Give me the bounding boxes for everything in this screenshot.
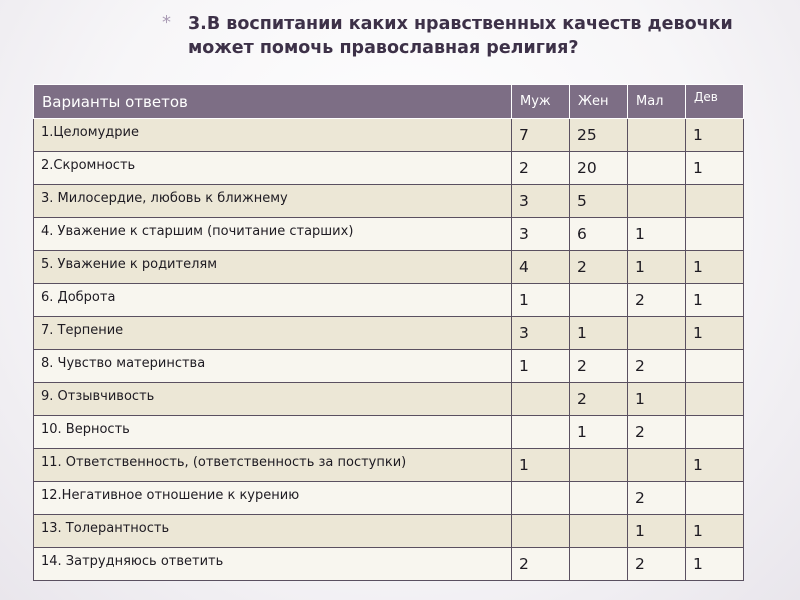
men-count-cell: 3: [512, 218, 570, 251]
boys-count-cell: 1: [628, 515, 686, 548]
answer-option-label: 11. Ответственность, (ответственность за поступки): [34, 449, 512, 482]
answer-option-label: 12.Негативное отношение к курению: [34, 482, 512, 515]
answer-option-label: 4. Уважение к старшим (почитание старших): [34, 218, 512, 251]
boys-count-cell: 2: [628, 350, 686, 383]
answer-option-label: 2.Скромность: [34, 152, 512, 185]
women-count-cell: 20: [570, 152, 628, 185]
men-count-cell: 7: [512, 119, 570, 152]
answer-option-label: 7. Терпение: [34, 317, 512, 350]
table-row: [34, 482, 744, 515]
boys-count-cell: 2: [628, 482, 686, 515]
men-count-cell: 3: [512, 185, 570, 218]
slide-title: [188, 12, 772, 60]
girls-count-cell: 1: [686, 119, 744, 152]
boys-count-cell: 2: [628, 548, 686, 581]
girls-count-cell: 1: [686, 515, 744, 548]
women-count-cell: 1: [570, 416, 628, 449]
answer-option-label: 5. Уважение к родителям: [34, 251, 512, 284]
girls-count-cell: 1: [686, 251, 744, 284]
answer-option-label: 8. Чувство материнства: [34, 350, 512, 383]
women-count-cell: [570, 284, 628, 317]
boys-count-cell: 1: [628, 218, 686, 251]
table-row: [34, 416, 744, 449]
table-row: [34, 218, 744, 251]
results-table: [33, 84, 744, 581]
girls-count-cell: [686, 383, 744, 416]
boys-count-cell: [628, 185, 686, 218]
men-count-cell: [512, 482, 570, 515]
girls-count-cell: 1: [686, 152, 744, 185]
table-row: [34, 284, 744, 317]
table-row: [34, 548, 744, 581]
boys-count-cell: 1: [628, 383, 686, 416]
women-count-cell: 25: [570, 119, 628, 152]
girls-count-cell: 1: [686, 284, 744, 317]
answer-option-label: 1.Целомудрие: [34, 119, 512, 152]
table-row: [34, 119, 744, 152]
table-header-row: [34, 85, 744, 119]
header-men: Муж: [512, 85, 570, 119]
slide-title-line-2: может помочь православная религия?: [188, 38, 579, 58]
girls-count-cell: 1: [686, 449, 744, 482]
boys-count-cell: [628, 449, 686, 482]
women-count-cell: [570, 482, 628, 515]
girls-count-cell: [686, 416, 744, 449]
women-count-cell: 6: [570, 218, 628, 251]
header-boys: Мал: [628, 85, 686, 119]
header-women: Жен: [570, 85, 628, 119]
men-count-cell: 1: [512, 350, 570, 383]
women-count-cell: [570, 449, 628, 482]
table-row: [34, 515, 744, 548]
men-count-cell: 2: [512, 152, 570, 185]
boys-count-cell: [628, 119, 686, 152]
girls-count-cell: [686, 218, 744, 251]
answer-option-label: 3. Милосердие, любовь к ближнему: [34, 185, 512, 218]
table-row: [34, 449, 744, 482]
women-count-cell: 1: [570, 317, 628, 350]
answer-option-label: 9. Отзывчивость: [34, 383, 512, 416]
men-count-cell: 1: [512, 284, 570, 317]
bullet-icon: *: [162, 12, 171, 33]
men-count-cell: 4: [512, 251, 570, 284]
women-count-cell: 5: [570, 185, 628, 218]
answer-option-label: 6. Доброта: [34, 284, 512, 317]
women-count-cell: 2: [570, 251, 628, 284]
girls-count-cell: [686, 350, 744, 383]
slide-title-line-1: 3.В воспитании каких нравственных качеств девочки: [188, 14, 733, 34]
women-count-cell: 2: [570, 383, 628, 416]
table-body: [34, 119, 744, 581]
answer-option-label: 10. Верность: [34, 416, 512, 449]
men-count-cell: [512, 515, 570, 548]
slide-title-block: [162, 12, 772, 60]
boys-count-cell: [628, 152, 686, 185]
answer-option-label: 14. Затрудняюсь ответить: [34, 548, 512, 581]
table-row: [34, 185, 744, 218]
table-row: [34, 251, 744, 284]
boys-count-cell: 1: [628, 251, 686, 284]
boys-count-cell: [628, 317, 686, 350]
girls-count-cell: [686, 482, 744, 515]
table-row: [34, 383, 744, 416]
header-girls: Дев: [686, 85, 744, 119]
answer-option-label: 13. Толерантность: [34, 515, 512, 548]
table-row: [34, 152, 744, 185]
girls-count-cell: 1: [686, 317, 744, 350]
boys-count-cell: 2: [628, 416, 686, 449]
women-count-cell: [570, 548, 628, 581]
boys-count-cell: 2: [628, 284, 686, 317]
men-count-cell: 1: [512, 449, 570, 482]
women-count-cell: 2: [570, 350, 628, 383]
table-row: [34, 350, 744, 383]
men-count-cell: [512, 416, 570, 449]
men-count-cell: 2: [512, 548, 570, 581]
men-count-cell: 3: [512, 317, 570, 350]
men-count-cell: [512, 383, 570, 416]
girls-count-cell: 1: [686, 548, 744, 581]
table-row: [34, 317, 744, 350]
girls-count-cell: [686, 185, 744, 218]
header-answer-options: Варианты ответов: [34, 85, 512, 119]
women-count-cell: [570, 515, 628, 548]
